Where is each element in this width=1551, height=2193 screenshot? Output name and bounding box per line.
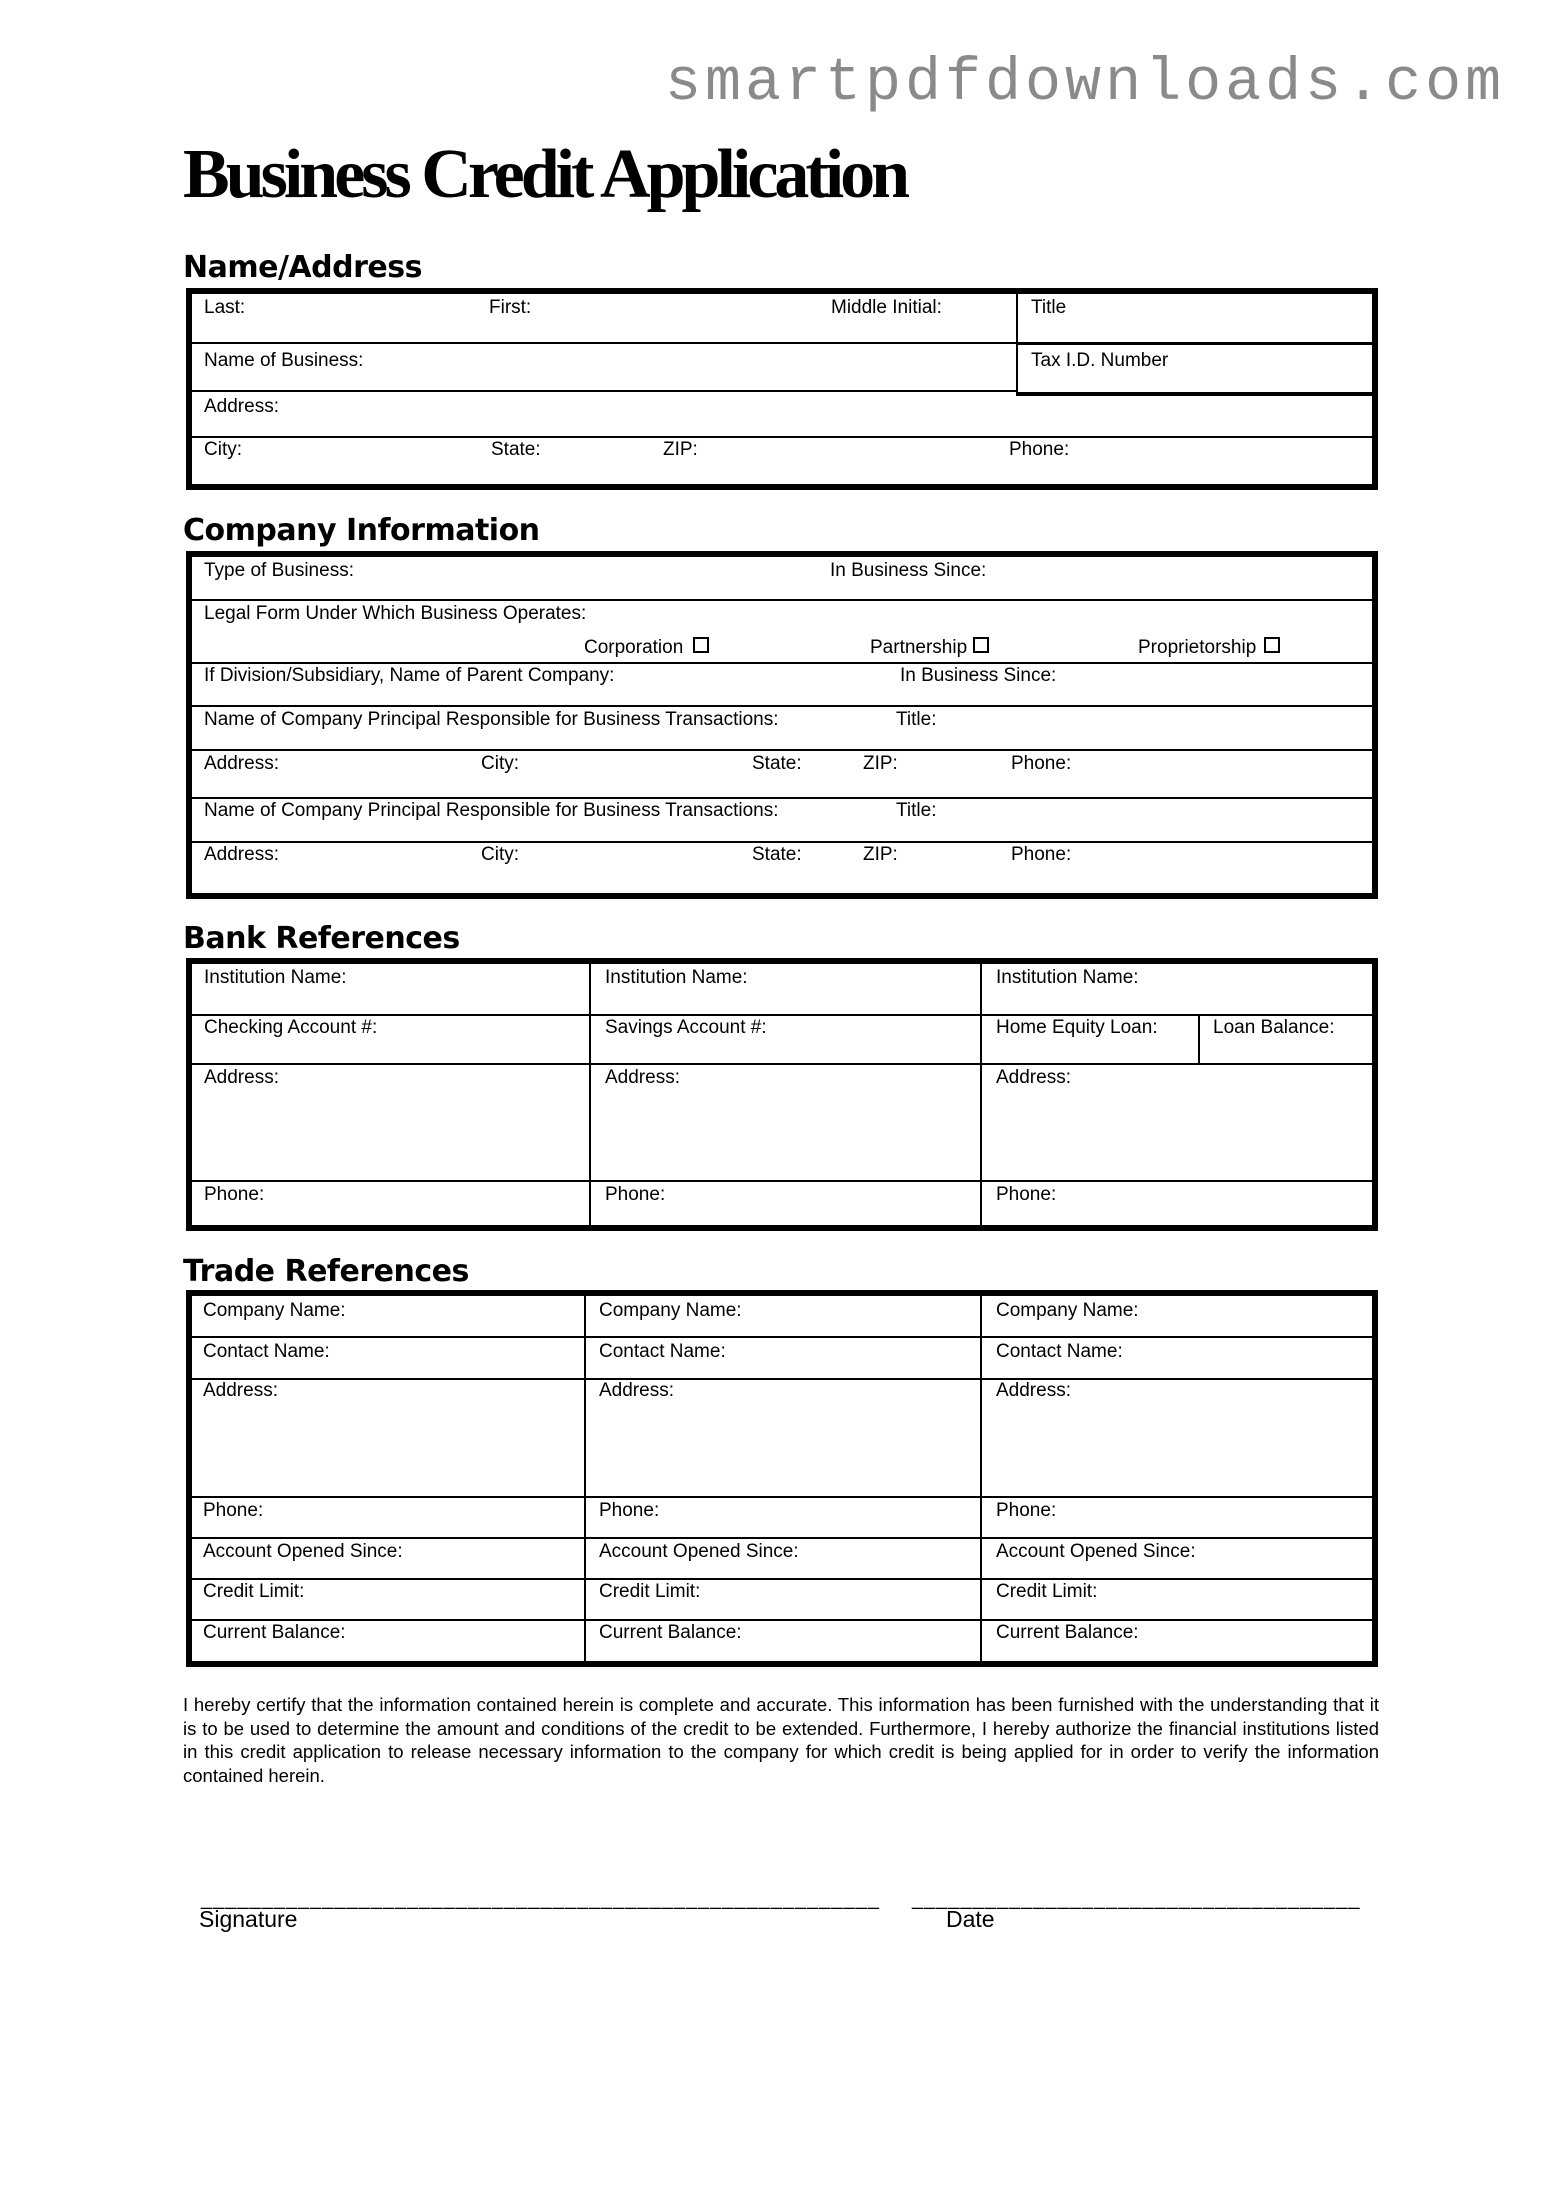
divider (1016, 392, 1372, 396)
legal-form-label: Legal Form Under Which Business Operates: (204, 603, 587, 624)
page-title: Business Credit Application (183, 136, 907, 213)
principal-2-title-field[interactable]: Title: (896, 800, 937, 821)
first-name-field[interactable]: First: (489, 297, 532, 318)
company-info-heading: Company Information (183, 513, 540, 548)
trade-3-company-field[interactable]: Company Name: (996, 1300, 1139, 1321)
trade-1-phone-field[interactable]: Phone: (203, 1500, 264, 1521)
trade-2-phone-field[interactable]: Phone: (599, 1500, 660, 1521)
trade-2-account-opened-field[interactable]: Account Opened Since: (599, 1541, 799, 1562)
principal-2-state-field[interactable]: State: (752, 844, 802, 865)
signature-line[interactable]: ________________________________________________________ (201, 1888, 880, 1910)
divider (190, 841, 1372, 843)
principal-2-zip-field[interactable]: ZIP: (863, 844, 898, 865)
divider (190, 1014, 1372, 1016)
divider (190, 797, 1372, 799)
divider (589, 962, 591, 1225)
last-name-field[interactable]: Last: (204, 297, 246, 318)
corporation-label: Corporation (584, 637, 684, 658)
loan-balance-field[interactable]: Loan Balance: (1213, 1017, 1335, 1038)
divider (190, 1619, 1372, 1621)
principal-2-phone-field[interactable]: Phone: (1011, 844, 1072, 865)
tax-id-field[interactable]: Tax I.D. Number (1031, 350, 1169, 371)
principal-1-state-field[interactable]: State: (752, 753, 802, 774)
checking-account-field[interactable]: Checking Account #: (204, 1017, 378, 1038)
trade-2-address-field[interactable]: Address: (599, 1380, 674, 1401)
corporation-option[interactable] (584, 637, 709, 659)
trade-2-credit-limit-field[interactable]: Credit Limit: (599, 1581, 701, 1602)
principal-1-zip-field[interactable]: ZIP: (863, 753, 898, 774)
proprietorship-checkbox[interactable] (1264, 637, 1280, 653)
title-field[interactable]: Title (1031, 297, 1067, 318)
divider (190, 662, 1372, 664)
phone-field[interactable]: Phone: (1009, 439, 1070, 460)
trade-1-contact-field[interactable]: Contact Name: (203, 1341, 330, 1362)
divider (980, 1294, 982, 1661)
principal-1-name-field[interactable]: Name of Company Principal Responsible for Business Transactions: (204, 709, 779, 730)
bank-2-address-field[interactable]: Address: (605, 1067, 680, 1088)
bank-3-phone-field[interactable]: Phone: (996, 1184, 1057, 1205)
divider (190, 1378, 1372, 1380)
divider (190, 1336, 1372, 1338)
date-label: Date (946, 1906, 995, 1932)
trade-3-address-field[interactable]: Address: (996, 1380, 1071, 1401)
certification-text: I hereby certify that the information contained herein is complete and accurate. This information has been furnished with the understanding that it is to be used to determine the amount and conditions of the credit to be extended. Furthermore, I hereby authorize the financial institutions listed in this credit application to release necessary information to the company for which credit is being applied for in order to verify the information contained herein. (183, 1694, 1379, 1786)
trade-3-phone-field[interactable]: Phone: (996, 1500, 1057, 1521)
trade-2-current-balance-field[interactable]: Current Balance: (599, 1622, 742, 1643)
divider (190, 1180, 1372, 1182)
corporation-checkbox[interactable] (693, 637, 709, 653)
trade-1-current-balance-field[interactable]: Current Balance: (203, 1622, 346, 1643)
trade-refs-heading: Trade References (183, 1254, 469, 1289)
divider (1016, 292, 1018, 392)
trade-1-company-field[interactable]: Company Name: (203, 1300, 346, 1321)
divider (190, 1496, 1372, 1498)
parent-company-field[interactable]: If Division/Subsidiary, Name of Parent Company: (204, 665, 615, 686)
bank-2-phone-field[interactable]: Phone: (605, 1184, 666, 1205)
address-field[interactable]: Address: (204, 396, 279, 417)
principal-2-name-field[interactable]: Name of Company Principal Responsible for Business Transactions: (204, 800, 779, 821)
trade-1-account-opened-field[interactable]: Account Opened Since: (203, 1541, 403, 1562)
divider (190, 1578, 1372, 1580)
bank-1-address-field[interactable]: Address: (204, 1067, 279, 1088)
principal-1-address-field[interactable]: Address: (204, 753, 279, 774)
proprietorship-option[interactable] (1138, 637, 1280, 659)
trade-3-current-balance-field[interactable]: Current Balance: (996, 1622, 1139, 1643)
bank-3-institution-field[interactable]: Institution Name: (996, 967, 1139, 988)
in-business-since-field[interactable]: In Business Since: (830, 560, 987, 581)
trade-1-credit-limit-field[interactable]: Credit Limit: (203, 1581, 305, 1602)
bank-3-address-field[interactable]: Address: (996, 1067, 1071, 1088)
parent-in-business-since-field[interactable]: In Business Since: (900, 665, 1057, 686)
name-address-box (186, 288, 1378, 490)
divider (190, 1063, 1372, 1065)
bank-1-institution-field[interactable]: Institution Name: (204, 967, 347, 988)
divider (190, 390, 1016, 392)
trade-3-contact-field[interactable]: Contact Name: (996, 1341, 1123, 1362)
bank-refs-heading: Bank References (183, 921, 460, 956)
divider (190, 705, 1372, 707)
partnership-checkbox[interactable] (973, 637, 989, 653)
bank-1-phone-field[interactable]: Phone: (204, 1184, 265, 1205)
principal-1-city-field[interactable]: City: (481, 753, 519, 774)
zip-field[interactable]: ZIP: (663, 439, 698, 460)
divider (1198, 1014, 1200, 1064)
bank-2-institution-field[interactable]: Institution Name: (605, 967, 748, 988)
name-address-heading: Name/Address (183, 250, 422, 285)
middle-initial-field[interactable]: Middle Initial: (831, 297, 942, 318)
savings-account-field[interactable]: Savings Account #: (605, 1017, 767, 1038)
divider (190, 436, 1372, 438)
home-equity-loan-field[interactable]: Home Equity Loan: (996, 1017, 1158, 1038)
business-name-field[interactable]: Name of Business: (204, 350, 364, 371)
trade-3-account-opened-field[interactable]: Account Opened Since: (996, 1541, 1196, 1562)
divider (584, 1294, 586, 1661)
divider (190, 599, 1372, 601)
trade-refs-box (186, 1290, 1378, 1667)
date-line[interactable]: _____________________________________ (912, 1888, 1361, 1910)
bank-refs-box (186, 958, 1378, 1231)
divider (1016, 342, 1372, 345)
principal-1-phone-field[interactable]: Phone: (1011, 753, 1072, 774)
proprietorship-label: Proprietorship (1138, 637, 1257, 658)
principal-2-address-field[interactable]: Address: (204, 844, 279, 865)
signature-label: Signature (199, 1906, 298, 1932)
trade-2-company-field[interactable]: Company Name: (599, 1300, 742, 1321)
principal-2-city-field[interactable]: City: (481, 844, 519, 865)
divider (980, 962, 982, 1225)
divider (190, 1537, 1372, 1539)
watermark: smartpdfdownloads.com (665, 50, 1506, 118)
trade-2-contact-field[interactable]: Contact Name: (599, 1341, 726, 1362)
state-field[interactable]: State: (491, 439, 541, 460)
principal-1-title-field[interactable]: Title: (896, 709, 937, 730)
trade-3-credit-limit-field[interactable]: Credit Limit: (996, 1581, 1098, 1602)
trade-1-address-field[interactable]: Address: (203, 1380, 278, 1401)
partnership-label: Partnership (870, 637, 968, 658)
divider (190, 749, 1372, 751)
partnership-option[interactable] (870, 637, 989, 659)
city-field[interactable]: City: (204, 439, 242, 460)
type-of-business-field[interactable]: Type of Business: (204, 560, 354, 581)
